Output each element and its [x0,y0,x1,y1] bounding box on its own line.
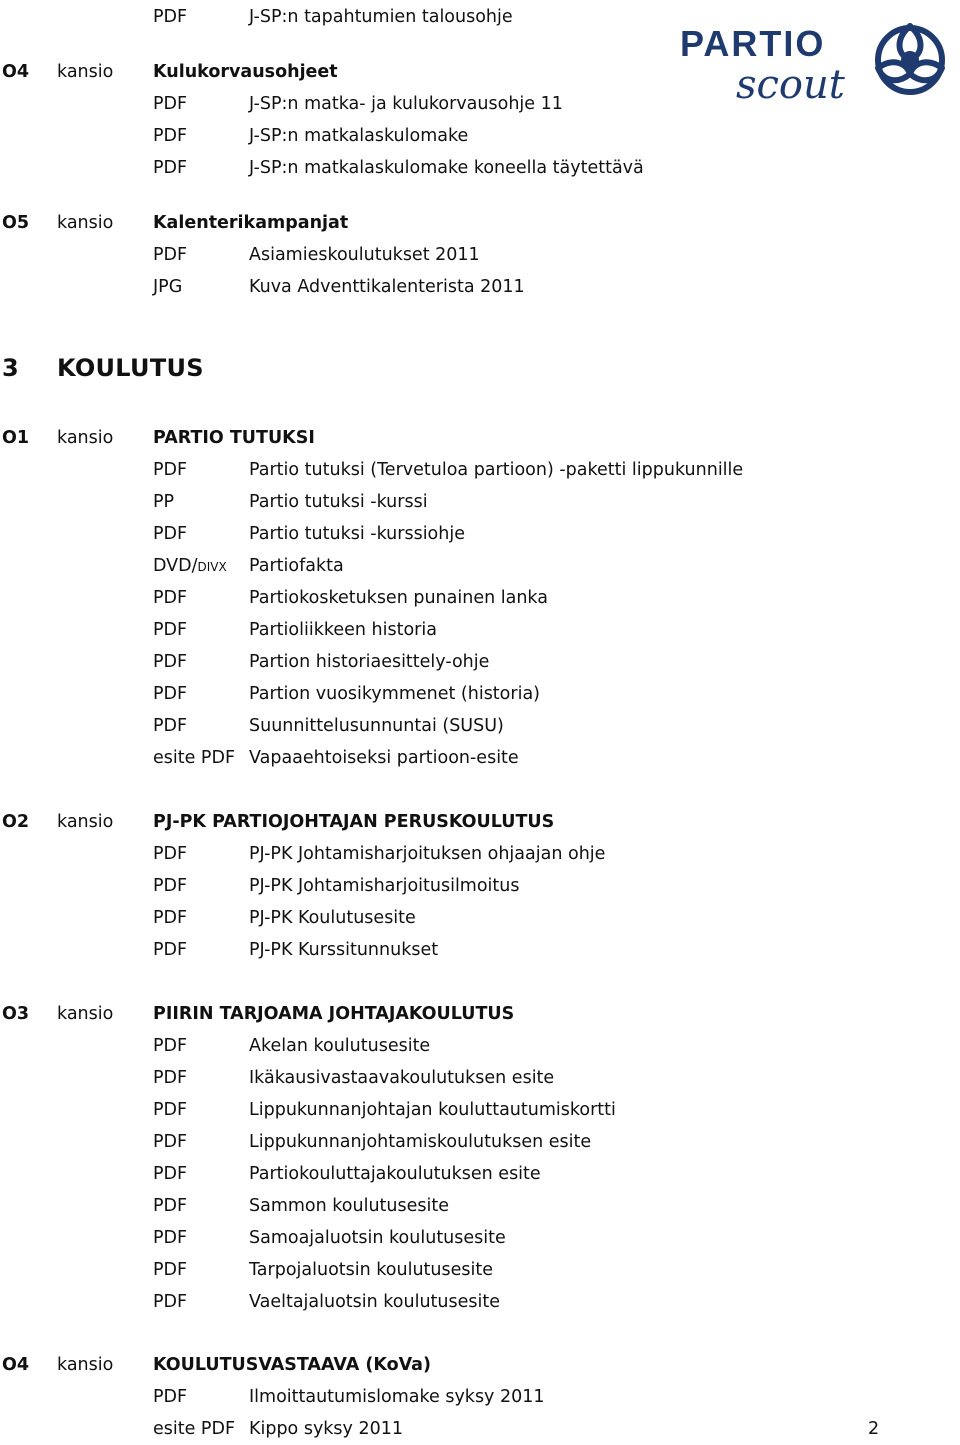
file-title: Asiamieskoulutukset 2011 [249,245,480,265]
file-type [153,550,227,583]
folder-header[interactable] [0,422,960,454]
list-item[interactable] [0,239,960,271]
file-title: Partio tutuksi -kurssiohje [249,524,465,544]
list-item[interactable] [0,870,960,902]
file-type: PDF [153,7,188,27]
file-title: Kuva Adventtikalenterista 2011 [249,277,525,297]
section-heading [0,354,960,388]
file-title: PJ-PK Johtamisharjoituksen ohjaajan ohje [249,844,606,864]
list-item[interactable] [0,152,960,184]
logo-word: PARTIO [680,23,826,64]
file-type: PDF [153,1164,188,1184]
folder-kind: kansio [57,428,114,448]
list-item[interactable] [0,710,960,742]
file-title: Partio tutuksi -kurssi [249,492,428,512]
folder-title: Kulukorvausohjeet [153,62,338,82]
folder-title: KOULUTUSVASTAAVA (KoVa) [153,1355,431,1375]
list-item[interactable] [0,934,960,966]
file-type: PDF [153,588,188,608]
folder-header[interactable] [0,207,960,239]
folder-header[interactable] [0,806,960,838]
folder-code: O4 [2,1355,30,1375]
file-type: PDF [153,158,188,178]
list-item[interactable] [0,1286,960,1318]
file-type: PDF [153,876,188,896]
file-title: Lippukunnanjohtamiskoulutuksen esite [249,1132,592,1152]
file-type: PDF [153,652,188,672]
file-type: PDF [153,940,188,960]
list-item[interactable] [0,486,960,518]
folder-kind: kansio [57,1355,114,1375]
list-item[interactable] [0,1190,960,1222]
list-item[interactable] [0,742,960,774]
list-item[interactable] [0,1222,960,1254]
file-title: Partioliikkeen historia [249,620,437,640]
list-item[interactable] [0,1094,960,1126]
file-type-main: DVD/ [153,556,198,576]
folder-header[interactable] [0,998,960,1030]
file-type: PDF [153,1132,188,1152]
list-item[interactable] [0,582,960,614]
file-type: PDF [153,684,188,704]
file-title: J-SP:n matkalaskulomake [249,126,469,146]
file-title: Partion historiaesittely-ohje [249,652,490,672]
file-title: Lippukunnanjohtajan kouluttautumiskortti [249,1100,616,1120]
list-item[interactable] [0,646,960,678]
file-title: Sammon koulutusesite [249,1196,449,1216]
folder-code: O2 [2,812,30,832]
folder-kind: kansio [57,1004,114,1024]
list-item[interactable] [0,1126,960,1158]
file-type: PP [153,492,175,512]
list-item[interactable] [0,1030,960,1062]
file-title: J-SP:n tapahtumien talousohje [249,7,513,27]
file-type: esite PDF [153,748,236,768]
file-type: PDF [153,1292,188,1312]
file-title: Partion vuosikymmenet (historia) [249,684,540,704]
list-item[interactable] [0,614,960,646]
list-item[interactable] [0,1158,960,1190]
file-title: Akelan koulutusesite [249,1036,431,1056]
logo-sub: scout [736,62,845,108]
file-type: PDF [153,1100,188,1120]
list-item[interactable] [0,271,960,303]
file-title: Partiokosketuksen punainen lanka [249,588,548,608]
folder-kind: kansio [57,812,114,832]
file-title: PJ-PK Johtamisharjoitusilmoitus [249,876,520,896]
folder-kind: kansio [57,62,114,82]
file-title: Ikäkausivastaavakoulutuksen esite [249,1068,555,1088]
file-title: J-SP:n matkalaskulomake koneella täytettävä [249,158,644,178]
list-item[interactable] [0,88,960,120]
folder-header[interactable] [0,1349,960,1381]
file-type: JPG [153,277,183,297]
list-item[interactable] [0,1413,960,1445]
list-item[interactable] [0,550,960,582]
list-item[interactable] [0,454,960,486]
folder-title: PARTIO TUTUKSI [153,428,315,448]
list-item[interactable] [0,120,960,152]
file-type: PDF [153,524,188,544]
list-item[interactable] [0,1254,960,1286]
file-title: PJ-PK Kurssitunnukset [249,940,439,960]
file-type: PDF [153,844,188,864]
list-item[interactable] [0,1062,960,1094]
file-title: Samoajaluotsin koulutusesite [249,1228,506,1248]
file-title: Partio tutuksi (Tervetuloa partioon) -paketti lippukunnille [249,460,744,480]
folder-title: PJ-PK PARTIOJOHTAJAN PERUSKOULUTUS [153,812,555,832]
file-type: PDF [153,716,188,736]
file-type: PDF [153,1068,188,1088]
file-title: Suunnittelusunnuntai (SUSU) [249,716,504,736]
folder-code: O5 [2,213,30,233]
folder-title: Kalenterikampanjat [153,213,349,233]
folder-code: O3 [2,1004,30,1024]
file-type: PDF [153,1228,188,1248]
list-item[interactable] [0,678,960,710]
list-item[interactable] [0,1381,960,1413]
file-type: PDF [153,245,188,265]
file-type: PDF [153,94,188,114]
file-title: Partiokouluttajakoulutuksen esite [249,1164,541,1184]
file-title: Tarpojaluotsin koulutusesite [249,1260,493,1280]
file-type: PDF [153,1196,188,1216]
list-item[interactable] [0,902,960,934]
folder-title: PIIRIN TARJOAMA JOHTAJAKOULUTUS [153,1004,515,1024]
file-title: Kippo syksy 2011 [249,1419,404,1439]
file-title: PJ-PK Koulutusesite [249,908,416,928]
file-type: esite PDF [153,1419,236,1439]
folder-kind: kansio [57,213,114,233]
file-title: Vaeltajaluotsin koulutusesite [249,1292,500,1312]
file-type: PDF [153,1260,188,1280]
section-title: KOULUTUS [57,354,204,382]
page-number: 2 [868,1419,880,1439]
list-item[interactable] [0,838,960,870]
file-title: Vapaaehtoiseksi partioon-esite [249,748,519,768]
file-type: PDF [153,126,188,146]
folder-code: O1 [2,428,30,448]
list-item[interactable] [0,518,960,550]
file-type: PDF [153,1036,188,1056]
list-item[interactable] [0,1,960,33]
file-type: PDF [153,1387,188,1407]
file-type: PDF [153,460,188,480]
file-type-sub: DIVX [197,560,227,574]
section-number: 3 [2,354,19,382]
file-title: Partiofakta [249,556,344,576]
file-type: PDF [153,620,188,640]
file-title: Ilmoittautumislomake syksy 2011 [249,1387,545,1407]
folder-code: O4 [2,62,30,82]
file-title: J-SP:n matka- ja kulukorvausohje 11 [249,94,563,114]
file-type: PDF [153,908,188,928]
folder-header[interactable] [0,56,960,88]
